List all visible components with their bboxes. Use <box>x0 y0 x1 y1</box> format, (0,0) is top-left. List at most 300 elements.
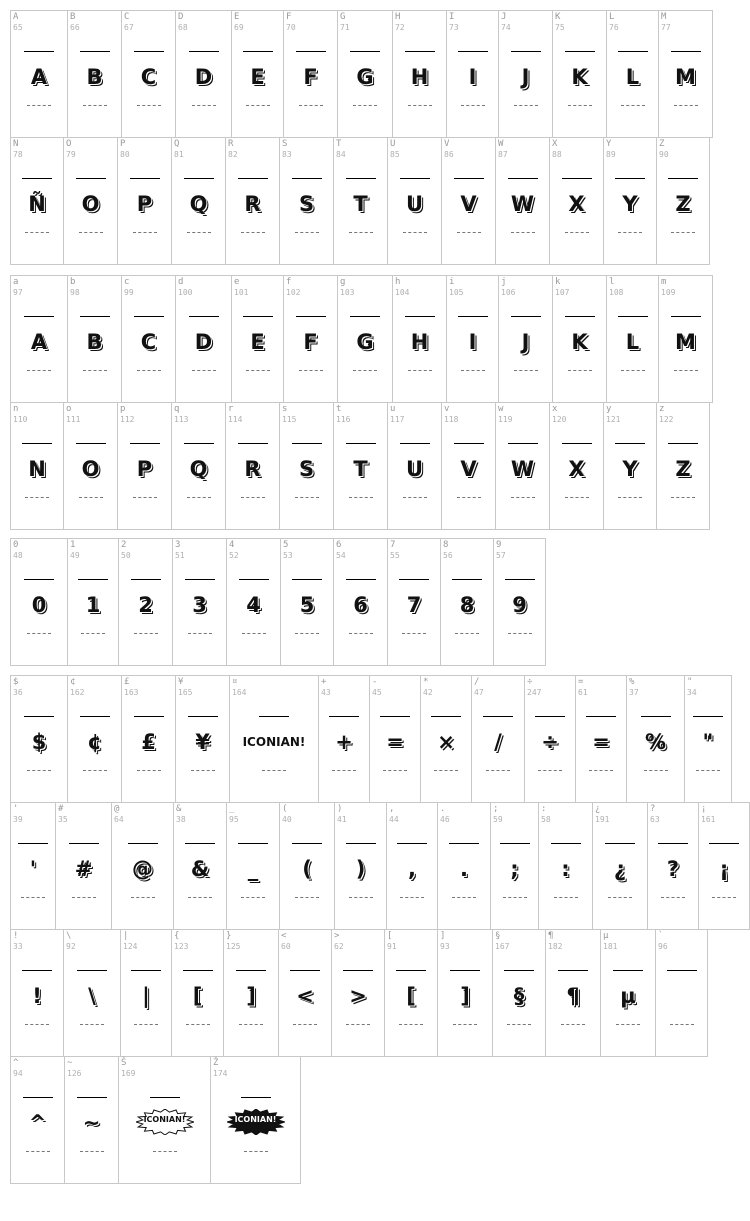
ascender-guide <box>671 51 701 52</box>
glyph-label: o <box>66 404 72 414</box>
glyph-label: ^ <box>13 1058 19 1068</box>
ascender-guide <box>693 716 723 717</box>
logo-badge-solid <box>227 1109 285 1135</box>
glyph-label: ] <box>440 931 446 941</box>
glyph-label: V <box>444 139 450 149</box>
glyph-label: ! <box>13 931 19 941</box>
glyph-label: q <box>174 404 180 414</box>
baseline-guide <box>457 232 481 233</box>
ascender-guide <box>618 51 648 52</box>
glyph-preview: L <box>625 330 640 354</box>
baseline-guide <box>644 770 668 771</box>
glyph-row <box>10 137 709 265</box>
glyph-label: | <box>123 931 129 941</box>
glyph-code: 181 <box>603 942 618 951</box>
ascender-guide <box>452 579 482 580</box>
ascender-guide <box>24 716 54 717</box>
glyph-preview: : <box>561 857 570 881</box>
glyph-preview: ) <box>355 857 366 881</box>
glyph-label: s <box>282 404 288 414</box>
ascender-guide <box>183 970 213 971</box>
glyph-cell <box>655 929 708 1057</box>
glyph-code: 34 <box>687 688 697 697</box>
baseline-guide <box>565 497 589 498</box>
glyph-label: G <box>340 12 346 22</box>
glyph-preview: G <box>356 330 374 354</box>
glyph-code: 47 <box>474 688 484 697</box>
glyph-cell <box>67 538 119 666</box>
baseline-guide <box>508 633 532 634</box>
glyph-cell <box>10 1056 65 1184</box>
glyph-label: < <box>281 931 287 941</box>
glyph-cell <box>283 10 338 138</box>
glyph-preview: ] <box>246 984 256 1008</box>
glyph-cell <box>492 929 546 1057</box>
baseline-guide <box>299 105 323 106</box>
glyph-preview: E <box>250 330 265 354</box>
glyph-code: 103 <box>340 288 355 297</box>
glyph-label: Š <box>121 1058 127 1068</box>
glyph-cell <box>471 675 525 803</box>
baseline-guide <box>241 497 265 498</box>
glyph-label: - <box>372 677 378 687</box>
glyph-cell <box>386 802 438 930</box>
glyph-label: g <box>340 277 346 287</box>
glyph-label: k <box>555 277 561 287</box>
glyph-cell <box>337 275 393 403</box>
glyph-code: 247 <box>527 688 542 697</box>
glyph-code: 35 <box>58 815 68 824</box>
baseline-guide <box>568 370 592 371</box>
glyph-preview: J <box>521 330 530 354</box>
ascender-guide <box>565 51 595 52</box>
glyph-cell <box>231 10 284 138</box>
glyph-code: 162 <box>70 688 85 697</box>
glyph-preview: Q <box>189 457 208 481</box>
ascender-guide <box>80 316 110 317</box>
baseline-guide <box>242 633 266 634</box>
glyph-preview: B <box>86 330 103 354</box>
ascender-guide <box>641 716 671 717</box>
glyph-label: & <box>176 804 182 814</box>
ascender-guide <box>397 843 427 844</box>
glyph-code: 75 <box>555 23 565 32</box>
glyph-code: 116 <box>336 415 351 424</box>
glyph-label: ` <box>658 931 664 941</box>
glyph-label: 8 <box>443 540 449 550</box>
ascender-guide <box>241 1097 271 1098</box>
ascender-guide <box>22 178 52 179</box>
glyph-preview: ; <box>510 857 519 881</box>
glyph-cell <box>67 675 122 803</box>
glyph-preview: M <box>675 65 696 89</box>
ascender-guide <box>454 178 484 179</box>
ascender-guide <box>396 970 426 971</box>
glyph-code: 108 <box>609 288 624 297</box>
glyph-cell <box>606 275 659 403</box>
glyph-cell <box>498 10 553 138</box>
glyph-preview: F <box>303 65 318 89</box>
glyph-code: 36 <box>13 688 23 697</box>
glyph-code: 104 <box>395 288 410 297</box>
baseline-guide <box>299 370 323 371</box>
baseline-guide <box>293 1024 317 1025</box>
glyph-label: y <box>606 404 612 414</box>
glyph-code: 72 <box>395 23 405 32</box>
baseline-guide <box>538 770 562 771</box>
glyph-code: 37 <box>629 688 639 697</box>
glyph-preview: × <box>437 730 455 754</box>
baseline-guide <box>83 370 107 371</box>
glyph-cell <box>67 275 122 403</box>
ascender-guide <box>243 51 273 52</box>
ascender-guide <box>709 843 739 844</box>
glyph-label: ' <box>13 804 19 814</box>
glyph-label: " <box>687 677 693 687</box>
glyph-cell <box>175 275 232 403</box>
glyph-cell <box>118 1056 211 1184</box>
glyph-code: 54 <box>336 551 346 560</box>
ascender-guide <box>508 178 538 179</box>
glyph-label: { <box>174 931 180 941</box>
glyph-preview: ¿ <box>613 857 627 881</box>
baseline-guide <box>133 497 157 498</box>
ascender-guide <box>346 443 376 444</box>
baseline-guide <box>26 1151 50 1152</box>
baseline-guide <box>514 105 538 106</box>
ascender-guide <box>184 443 214 444</box>
baseline-guide <box>618 497 642 498</box>
ascender-guide <box>80 51 110 52</box>
baseline-guide <box>616 1024 640 1025</box>
glyph-label: O <box>66 139 72 149</box>
glyph-code: 167 <box>495 942 510 951</box>
ascender-guide <box>238 443 268 444</box>
ascender-guide <box>130 178 160 179</box>
glyph-code: 101 <box>234 288 249 297</box>
ascender-guide <box>671 316 701 317</box>
glyph-cell <box>210 1056 301 1184</box>
ascender-guide <box>69 843 99 844</box>
baseline-guide <box>246 370 270 371</box>
glyph-row <box>10 675 731 803</box>
glyph-label: A <box>13 12 19 22</box>
glyph-code: 85 <box>390 150 400 159</box>
glyph-preview: > <box>349 984 367 1008</box>
ascender-guide <box>238 843 268 844</box>
glyph-cell <box>387 137 442 265</box>
glyph-cell <box>498 275 553 403</box>
glyph-label: Q <box>174 139 180 149</box>
glyph-label: d <box>178 277 184 287</box>
glyph-code: 115 <box>282 415 297 424</box>
baseline-guide <box>671 497 695 498</box>
glyph-label: 6 <box>336 540 342 550</box>
glyph-code: 44 <box>389 815 399 824</box>
baseline-guide <box>241 232 265 233</box>
glyph-preview: I <box>468 65 477 89</box>
ascender-guide <box>562 178 592 179</box>
glyph-label: t <box>336 404 342 414</box>
glyph-label: e <box>234 277 240 287</box>
glyph-code: 87 <box>498 150 508 159</box>
baseline-guide <box>671 232 695 233</box>
baseline-guide <box>83 770 107 771</box>
ascender-guide <box>558 970 588 971</box>
glyph-label: p <box>120 404 126 414</box>
glyph-preview: ( <box>302 857 312 881</box>
baseline-guide <box>192 370 216 371</box>
glyph-cell <box>175 10 232 138</box>
glyph-label: u <box>390 404 396 414</box>
baseline-guide <box>191 770 215 771</box>
glyph-preview: K <box>571 65 588 89</box>
glyph-preview: Z <box>675 457 691 481</box>
glyph-cell <box>387 538 441 666</box>
glyph-cell <box>658 10 713 138</box>
glyph-code: 169 <box>121 1069 136 1078</box>
glyph-code: 42 <box>423 688 433 697</box>
baseline-guide <box>434 770 458 771</box>
glyph-preview: K <box>571 330 588 354</box>
glyph-row <box>10 538 545 666</box>
glyph-label: H <box>395 12 401 22</box>
baseline-guide <box>21 897 45 898</box>
ascender-guide <box>184 178 214 179</box>
glyph-code: 62 <box>334 942 344 951</box>
glyph-code: 112 <box>120 415 135 424</box>
glyph-label: C <box>124 12 130 22</box>
ascender-guide <box>189 316 219 317</box>
baseline-guide <box>244 1151 268 1152</box>
baseline-guide <box>134 1024 158 1025</box>
glyph-preview: P <box>136 457 153 481</box>
glyph-label: ¶ <box>548 931 554 941</box>
glyph-preview: C <box>140 330 157 354</box>
glyph-label: ¿ <box>595 804 601 814</box>
glyph-code: 59 <box>493 815 503 824</box>
glyph-cell <box>10 402 64 530</box>
ascender-guide <box>449 843 479 844</box>
ascender-guide <box>658 843 688 844</box>
glyph-preview: R <box>244 457 261 481</box>
glyph-label: K <box>555 12 561 22</box>
glyph-preview: 7 <box>406 593 422 617</box>
glyph-code: 46 <box>440 815 450 824</box>
glyph-label: 2 <box>121 540 127 550</box>
glyph-label: * <box>423 677 429 687</box>
glyph-cell <box>10 802 56 930</box>
ascender-guide <box>605 843 635 844</box>
glyph-preview: ] <box>460 984 470 1008</box>
baseline-guide <box>25 497 49 498</box>
glyph-cell <box>64 1056 119 1184</box>
baseline-guide <box>186 1024 210 1025</box>
glyph-code: 95 <box>229 815 239 824</box>
glyph-label: ) <box>337 804 343 814</box>
glyph-preview: @ <box>132 857 153 881</box>
ascender-guide <box>185 579 215 580</box>
glyph-preview: [ <box>192 984 203 1008</box>
baseline-guide <box>72 897 96 898</box>
glyph-label: z <box>659 404 665 414</box>
ascender-guide <box>667 970 697 971</box>
glyph-label: µ <box>603 931 609 941</box>
glyph-cell <box>334 802 387 930</box>
glyph-label: E <box>234 12 240 22</box>
baseline-guide <box>27 105 51 106</box>
ascender-guide <box>189 51 219 52</box>
glyph-cell <box>279 402 334 530</box>
glyph-cell <box>337 10 393 138</box>
glyph-preview: % <box>644 730 667 754</box>
baseline-guide <box>187 232 211 233</box>
baseline-guide <box>511 497 535 498</box>
ascender-guide <box>615 443 645 444</box>
glyph-preview: = <box>386 730 404 754</box>
baseline-guide <box>674 370 698 371</box>
glyph-preview: $ <box>31 730 47 754</box>
glyph-code: 120 <box>552 415 567 424</box>
glyph-preview: ' <box>29 857 37 881</box>
glyph-preview: V <box>460 457 477 481</box>
glyph-label: ¢ <box>70 677 76 687</box>
glyph-label: D <box>178 12 184 22</box>
glyph-preview: 3 <box>192 593 207 617</box>
glyph-cell <box>647 802 699 930</box>
glyph-cell <box>226 538 281 666</box>
glyph-label: } <box>226 931 232 941</box>
glyph-preview: Q <box>189 192 208 216</box>
glyph-preview: ¶ <box>566 984 580 1008</box>
baseline-guide <box>503 897 527 898</box>
ascender-guide <box>399 579 429 580</box>
baseline-guide <box>137 105 161 106</box>
baseline-guide <box>137 370 161 371</box>
glyph-code: 61 <box>578 688 588 697</box>
glyph-label: S <box>282 139 288 149</box>
glyph-preview: I <box>468 330 477 354</box>
glyph-code: 89 <box>606 150 616 159</box>
glyph-code: 122 <box>659 415 674 424</box>
ascender-guide <box>511 316 541 317</box>
baseline-guide <box>514 370 538 371</box>
glyph-label: l <box>609 277 615 287</box>
glyph-cell <box>545 929 601 1057</box>
glyph-preview: # <box>74 857 93 881</box>
glyph-cell <box>437 929 493 1057</box>
glyph-label: = <box>578 677 584 687</box>
glyph-preview: R <box>244 192 261 216</box>
glyph-code: 78 <box>13 150 23 159</box>
glyph-code: 80 <box>120 150 130 159</box>
glyph-cell <box>658 275 713 403</box>
ascender-guide <box>508 443 538 444</box>
glyph-label: N <box>13 139 19 149</box>
glyph-code: 53 <box>283 551 293 560</box>
ascender-guide <box>130 443 160 444</box>
glyph-cell <box>279 802 335 930</box>
ascender-guide <box>511 51 541 52</box>
glyph-label: ÷ <box>527 677 533 687</box>
glyph-cell <box>118 538 173 666</box>
baseline-guide <box>80 1024 104 1025</box>
glyph-code: 174 <box>213 1069 228 1078</box>
glyph-cell <box>10 675 68 803</box>
ascender-guide <box>22 970 52 971</box>
baseline-guide <box>25 1024 49 1025</box>
ascender-guide <box>131 970 161 971</box>
glyph-preview: . <box>460 857 468 881</box>
glyph-code: 191 <box>595 815 610 824</box>
baseline-guide <box>457 497 481 498</box>
glyph-preview: & <box>190 857 210 881</box>
baseline-guide <box>25 232 49 233</box>
glyph-cell <box>10 137 64 265</box>
baseline-guide <box>262 770 286 771</box>
glyph-cell <box>172 538 227 666</box>
glyph-code: 64 <box>114 815 124 824</box>
glyph-code: 125 <box>226 942 241 951</box>
baseline-guide <box>618 232 642 233</box>
glyph-code: 70 <box>286 23 296 32</box>
glyph-code: 66 <box>70 23 80 32</box>
glyph-cell <box>446 10 499 138</box>
glyph-code: 71 <box>340 23 350 32</box>
glyph-label: # <box>58 804 64 814</box>
ascender-guide <box>80 716 110 717</box>
glyph-label: Y <box>606 139 612 149</box>
glyph-cell <box>55 802 112 930</box>
glyph-label: Ž <box>213 1058 219 1068</box>
glyph-cell <box>392 10 447 138</box>
glyph-cell <box>490 802 539 930</box>
baseline-guide <box>134 633 158 634</box>
glyph-cell <box>656 402 710 530</box>
glyph-label: c <box>124 277 130 287</box>
glyph-preview: J <box>521 65 530 89</box>
glyph-code: 165 <box>178 688 193 697</box>
glyph-code: 99 <box>124 288 134 297</box>
ascender-guide <box>77 970 107 971</box>
baseline-guide <box>621 105 645 106</box>
glyph-preview: ^ <box>28 1111 47 1135</box>
glyph-cell <box>225 137 280 265</box>
ascender-guide <box>565 316 595 317</box>
glyph-cell <box>10 10 68 138</box>
glyph-label: J <box>501 12 507 22</box>
glyph-cell <box>225 402 280 530</box>
glyph-row <box>10 929 707 1057</box>
baseline-guide <box>461 370 485 371</box>
ascender-guide <box>296 316 326 317</box>
ascender-guide <box>450 970 480 971</box>
glyph-preview: E <box>250 65 265 89</box>
glyph-code: 40 <box>282 815 292 824</box>
glyph-cell <box>117 137 172 265</box>
baseline-guide <box>239 1024 263 1025</box>
baseline-guide <box>565 232 589 233</box>
ascender-guide <box>380 716 410 717</box>
logo-text: ICONIAN! <box>234 1115 277 1124</box>
glyph-label: x <box>552 404 558 414</box>
glyph-preview: " <box>702 730 714 754</box>
glyph-code: 161 <box>701 815 716 824</box>
ascender-guide <box>618 316 648 317</box>
glyph-code: 65 <box>13 23 23 32</box>
glyph-cell <box>538 802 593 930</box>
glyph-cell <box>171 402 226 530</box>
